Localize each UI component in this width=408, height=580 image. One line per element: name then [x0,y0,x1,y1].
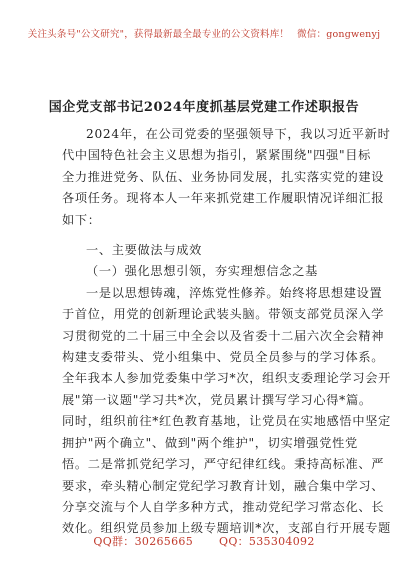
paragraph-line: 习贯彻党的二十届三中全会以及省委十二届六次全会精神 [62,328,385,343]
paragraph-line: 全年我本人参加党委集中学习*次，组织支委理论学习会开 [62,371,391,386]
paragraph-line: 展"第一议题"学习共*次，党员累计撰写学习心得*篇。 [62,392,372,407]
document-body [62,124,391,540]
section-heading: 一、主要做法与成效 [86,243,202,258]
paragraph-line: 各项任务。现将本人一年来抓党建工作履职情况详细汇报 [62,191,385,206]
paragraph-line: 一是以思想铸魂，淬炼党性修养。始终将思想建设置 [86,285,383,300]
paragraph-line: 构建支委带头、党小组集中、党员全员参与的学习体系。 [62,350,385,365]
paragraph-line: 于首位，用党的创新理论武装头脑。带领支部党员深入学 [62,307,385,322]
paragraph-line: 2024年，在公司党委的坚强领导下，我以习近平新时 [86,127,391,141]
paragraph-line: 分享交流与个人自学多种方式，推动党纪学习常态化、长 [62,499,385,514]
document-title: 国企党支部书记2024年度抓基层党建工作述职报告 [48,100,360,115]
paragraph-line: 效化。组织党员参加上级专题培训*次，支部自行开展专题 [62,521,391,536]
paragraph-line: 同时，组织前往*红色教育基地，让党员在实地感悟中坚定 [62,414,391,429]
paragraph-line: 要求，牵头精心制定党纪学习教育计划，融合集中学习、 [62,478,385,493]
subsection-heading: （一）强化思想引领，夯实理想信念之基 [86,264,318,279]
paragraph-line: 如下： [62,212,101,227]
header-banner [0,26,408,40]
footer-contact [0,533,408,549]
paragraph-line: 悟。二是常抓党纪学习，严守纪律红线。秉持高标准、严 [62,457,385,472]
paragraph-line: 代中国特色社会主义思想为指引，紧紧围绕"四强"目标 [62,148,372,163]
footer-qq: QQ：535304092 [219,535,315,548]
banner-promo-text: 关注头条号"公文研究"，获得最新最全最专业的公文资料库！ [27,29,290,40]
banner-wechat-text: 微信：gongwenyj [297,29,381,40]
paragraph-line: 全力推进党务、队伍、业务协同发展，扎实落实党的建设 [62,169,385,184]
paragraph-line: 拥护"两个确立"、做到"两个维护"，切实增强党性党 [62,435,358,450]
footer-qq-group: QQ群：30265665 [93,535,193,548]
